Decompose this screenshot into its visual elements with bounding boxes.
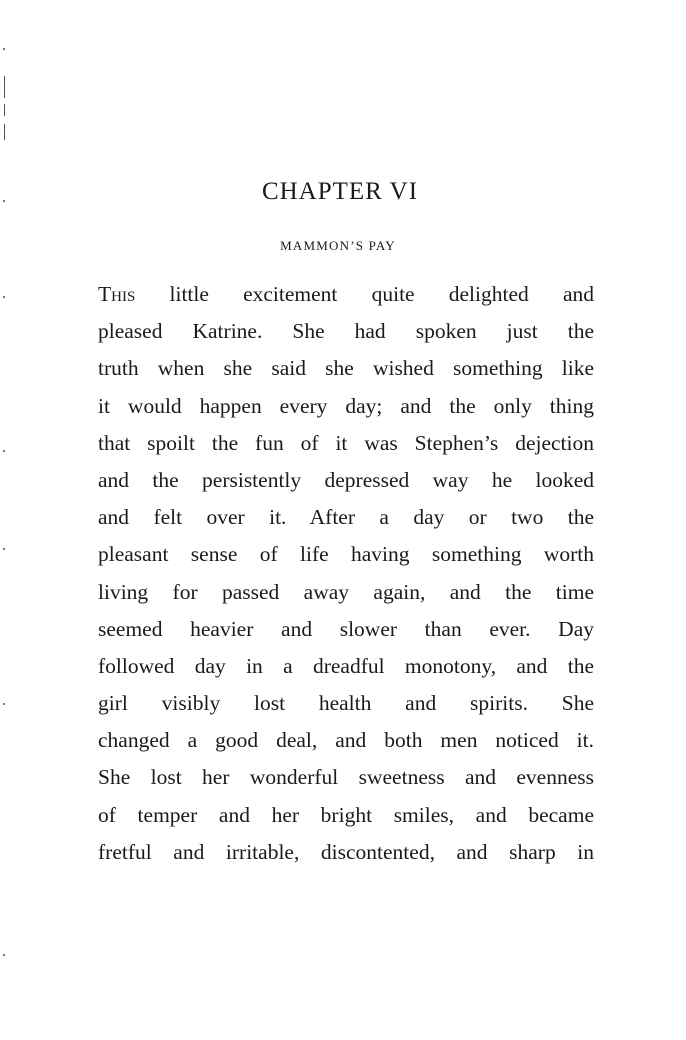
text-line: seemed heavier and slower than ever. Day (98, 616, 594, 641)
scan-margin-line (4, 76, 5, 98)
scan-speck (3, 48, 5, 50)
text-line: girl visibly lost health and spirits. She (98, 691, 594, 716)
scan-speck (3, 954, 5, 956)
scan-speck (3, 703, 5, 705)
text-line: pleasant sense of life having something worth (98, 542, 594, 567)
scan-speck (3, 296, 5, 298)
text-line: She lost her wonderful sweetness and evenness (98, 765, 594, 790)
drop-word: This (98, 282, 136, 306)
text-line: changed a good deal, and both men noticed it. (98, 728, 594, 753)
text-line: fretful and irritable, discontented, and sharp in (98, 839, 594, 864)
text-line: it would happen every day; and the only thing (98, 393, 594, 418)
text-line: truth when she said she wished something like (98, 356, 594, 381)
text-line: pleased Katrine. She had spoken just the (98, 319, 594, 344)
scan-margin-line (4, 104, 5, 116)
body-text (98, 276, 594, 871)
text-line: living for passed away again, and the time (98, 579, 594, 604)
text-line: and the persistently depressed way he looked (98, 467, 594, 492)
scan-speck (3, 548, 5, 550)
text-line: and felt over it. After a day or two the (98, 505, 594, 530)
text-line: that spoilt the fun of it was Stephen’s dejection (98, 430, 594, 455)
chapter-title: CHAPTER VI (261, 178, 419, 205)
text-line: of temper and her bright smiles, and became (98, 802, 594, 827)
chapter-subtitle: MAMMON’S PAY (280, 238, 396, 253)
scan-margin-line (4, 124, 5, 140)
scan-speck (3, 450, 5, 452)
text-line: followed day in a dreadful monotony, and the (98, 653, 594, 678)
text-line: This little excitement quite delighted and (98, 282, 594, 306)
